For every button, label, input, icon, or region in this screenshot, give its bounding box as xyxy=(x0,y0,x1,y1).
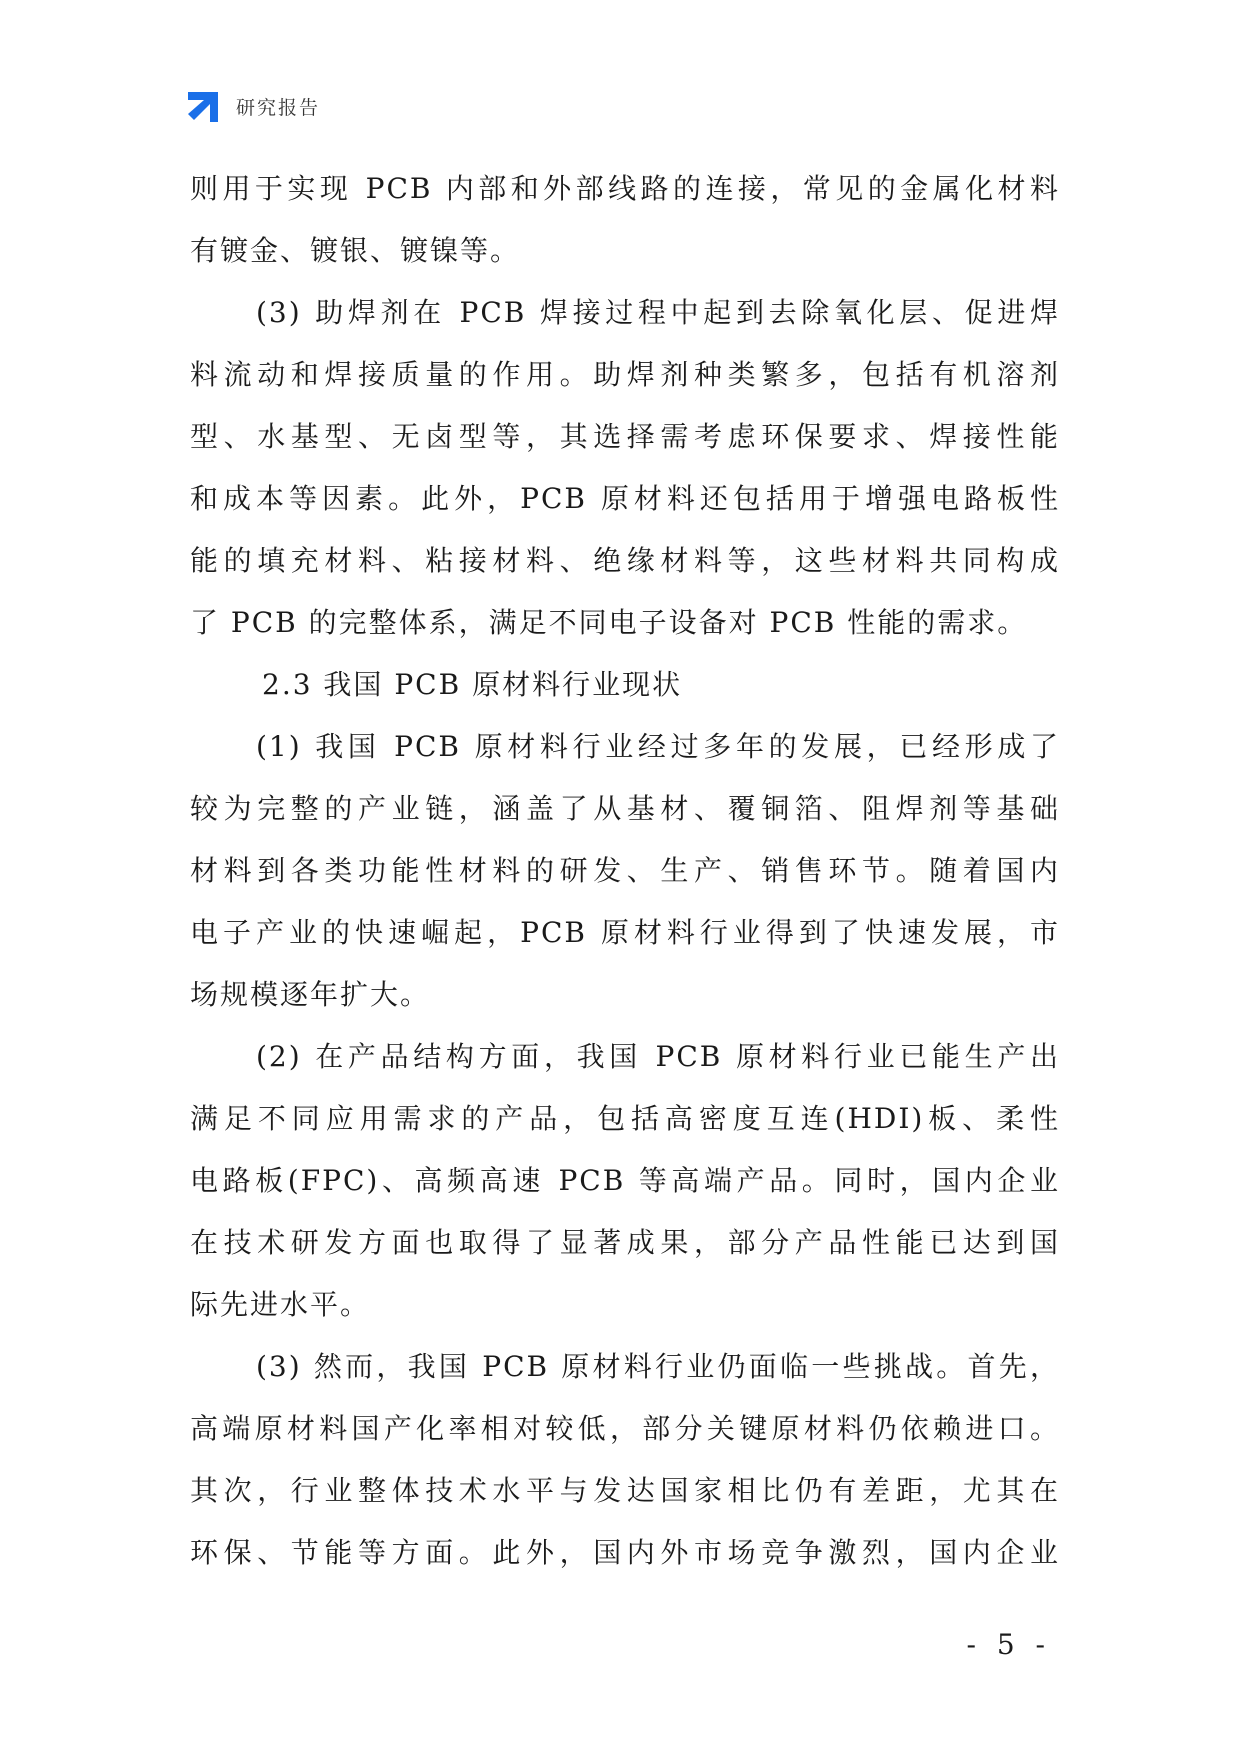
text-line: 了 PCB 的完整体系，满足不同电子设备对 PCB 性能的需求。 xyxy=(190,606,1028,639)
text-line: 在技术研发方面也取得了显著成果，部分产品性能已达到国 xyxy=(190,1226,1060,1259)
page-number: - 5 - xyxy=(966,1628,1051,1661)
text-line: 电路板(FPC)、高频高速 PCB 等高端产品。同时，国内企业 xyxy=(190,1164,1060,1197)
text-line: 材料到各类功能性材料的研发、生产、销售环节。随着国内 xyxy=(190,854,1060,887)
text-line: 高端原材料国产化率相对较低，部分关键原材料仍依赖进口。 xyxy=(190,1412,1060,1445)
text-line: 料流动和焊接质量的作用。助焊剂种类繁多，包括有机溶剂 xyxy=(190,358,1060,391)
arrow-up-right-icon xyxy=(186,88,222,124)
text-line: (3) 然而，我国 PCB 原材料行业仍面临一些挑战。首先， xyxy=(256,1350,1060,1383)
section-heading: 2.3 我国 PCB 原材料行业现状 xyxy=(262,668,683,701)
text-line: 和成本等因素。此外，PCB 原材料还包括用于增强电路板性 xyxy=(190,482,1060,515)
text-line: 较为完整的产业链，涵盖了从基材、覆铜箔、阻焊剂等基础 xyxy=(190,792,1060,825)
text-line: 能的填充材料、粘接材料、绝缘材料等，这些材料共同构成 xyxy=(190,544,1060,577)
text-line: (3) 助焊剂在 PCB 焊接过程中起到去除氧化层、促进焊 xyxy=(256,296,1060,329)
text-line: 环保、节能等方面。此外，国内外市场竞争激烈，国内企业 xyxy=(190,1536,1060,1569)
text-line: 型、水基型、无卤型等，其选择需考虑环保要求、焊接性能 xyxy=(190,420,1060,453)
text-line: 则用于实现 PCB 内部和外部线路的连接，常见的金属化材料 xyxy=(190,172,1060,205)
text-line: 有镀金、镀银、镀镍等。 xyxy=(190,234,521,267)
text-line: (2) 在产品结构方面，我国 PCB 原材料行业已能生产出 xyxy=(256,1040,1060,1073)
text-line: 电子产业的快速崛起，PCB 原材料行业得到了快速发展，市 xyxy=(190,916,1060,949)
text-line: (1) 我国 PCB 原材料行业经过多年的发展，已经形成了 xyxy=(256,730,1060,763)
page-header xyxy=(186,88,320,124)
text-line: 场规模逐年扩大。 xyxy=(190,978,431,1011)
text-line: 其次，行业整体技术水平与发达国家相比仍有差距，尤其在 xyxy=(190,1474,1060,1507)
text-line: 际先进水平。 xyxy=(190,1288,371,1321)
text-line: 满足不同应用需求的产品，包括高密度互连(HDI)板、柔性 xyxy=(190,1102,1060,1135)
header-title: 研究报告 xyxy=(236,96,321,119)
document-body xyxy=(190,158,1060,1584)
